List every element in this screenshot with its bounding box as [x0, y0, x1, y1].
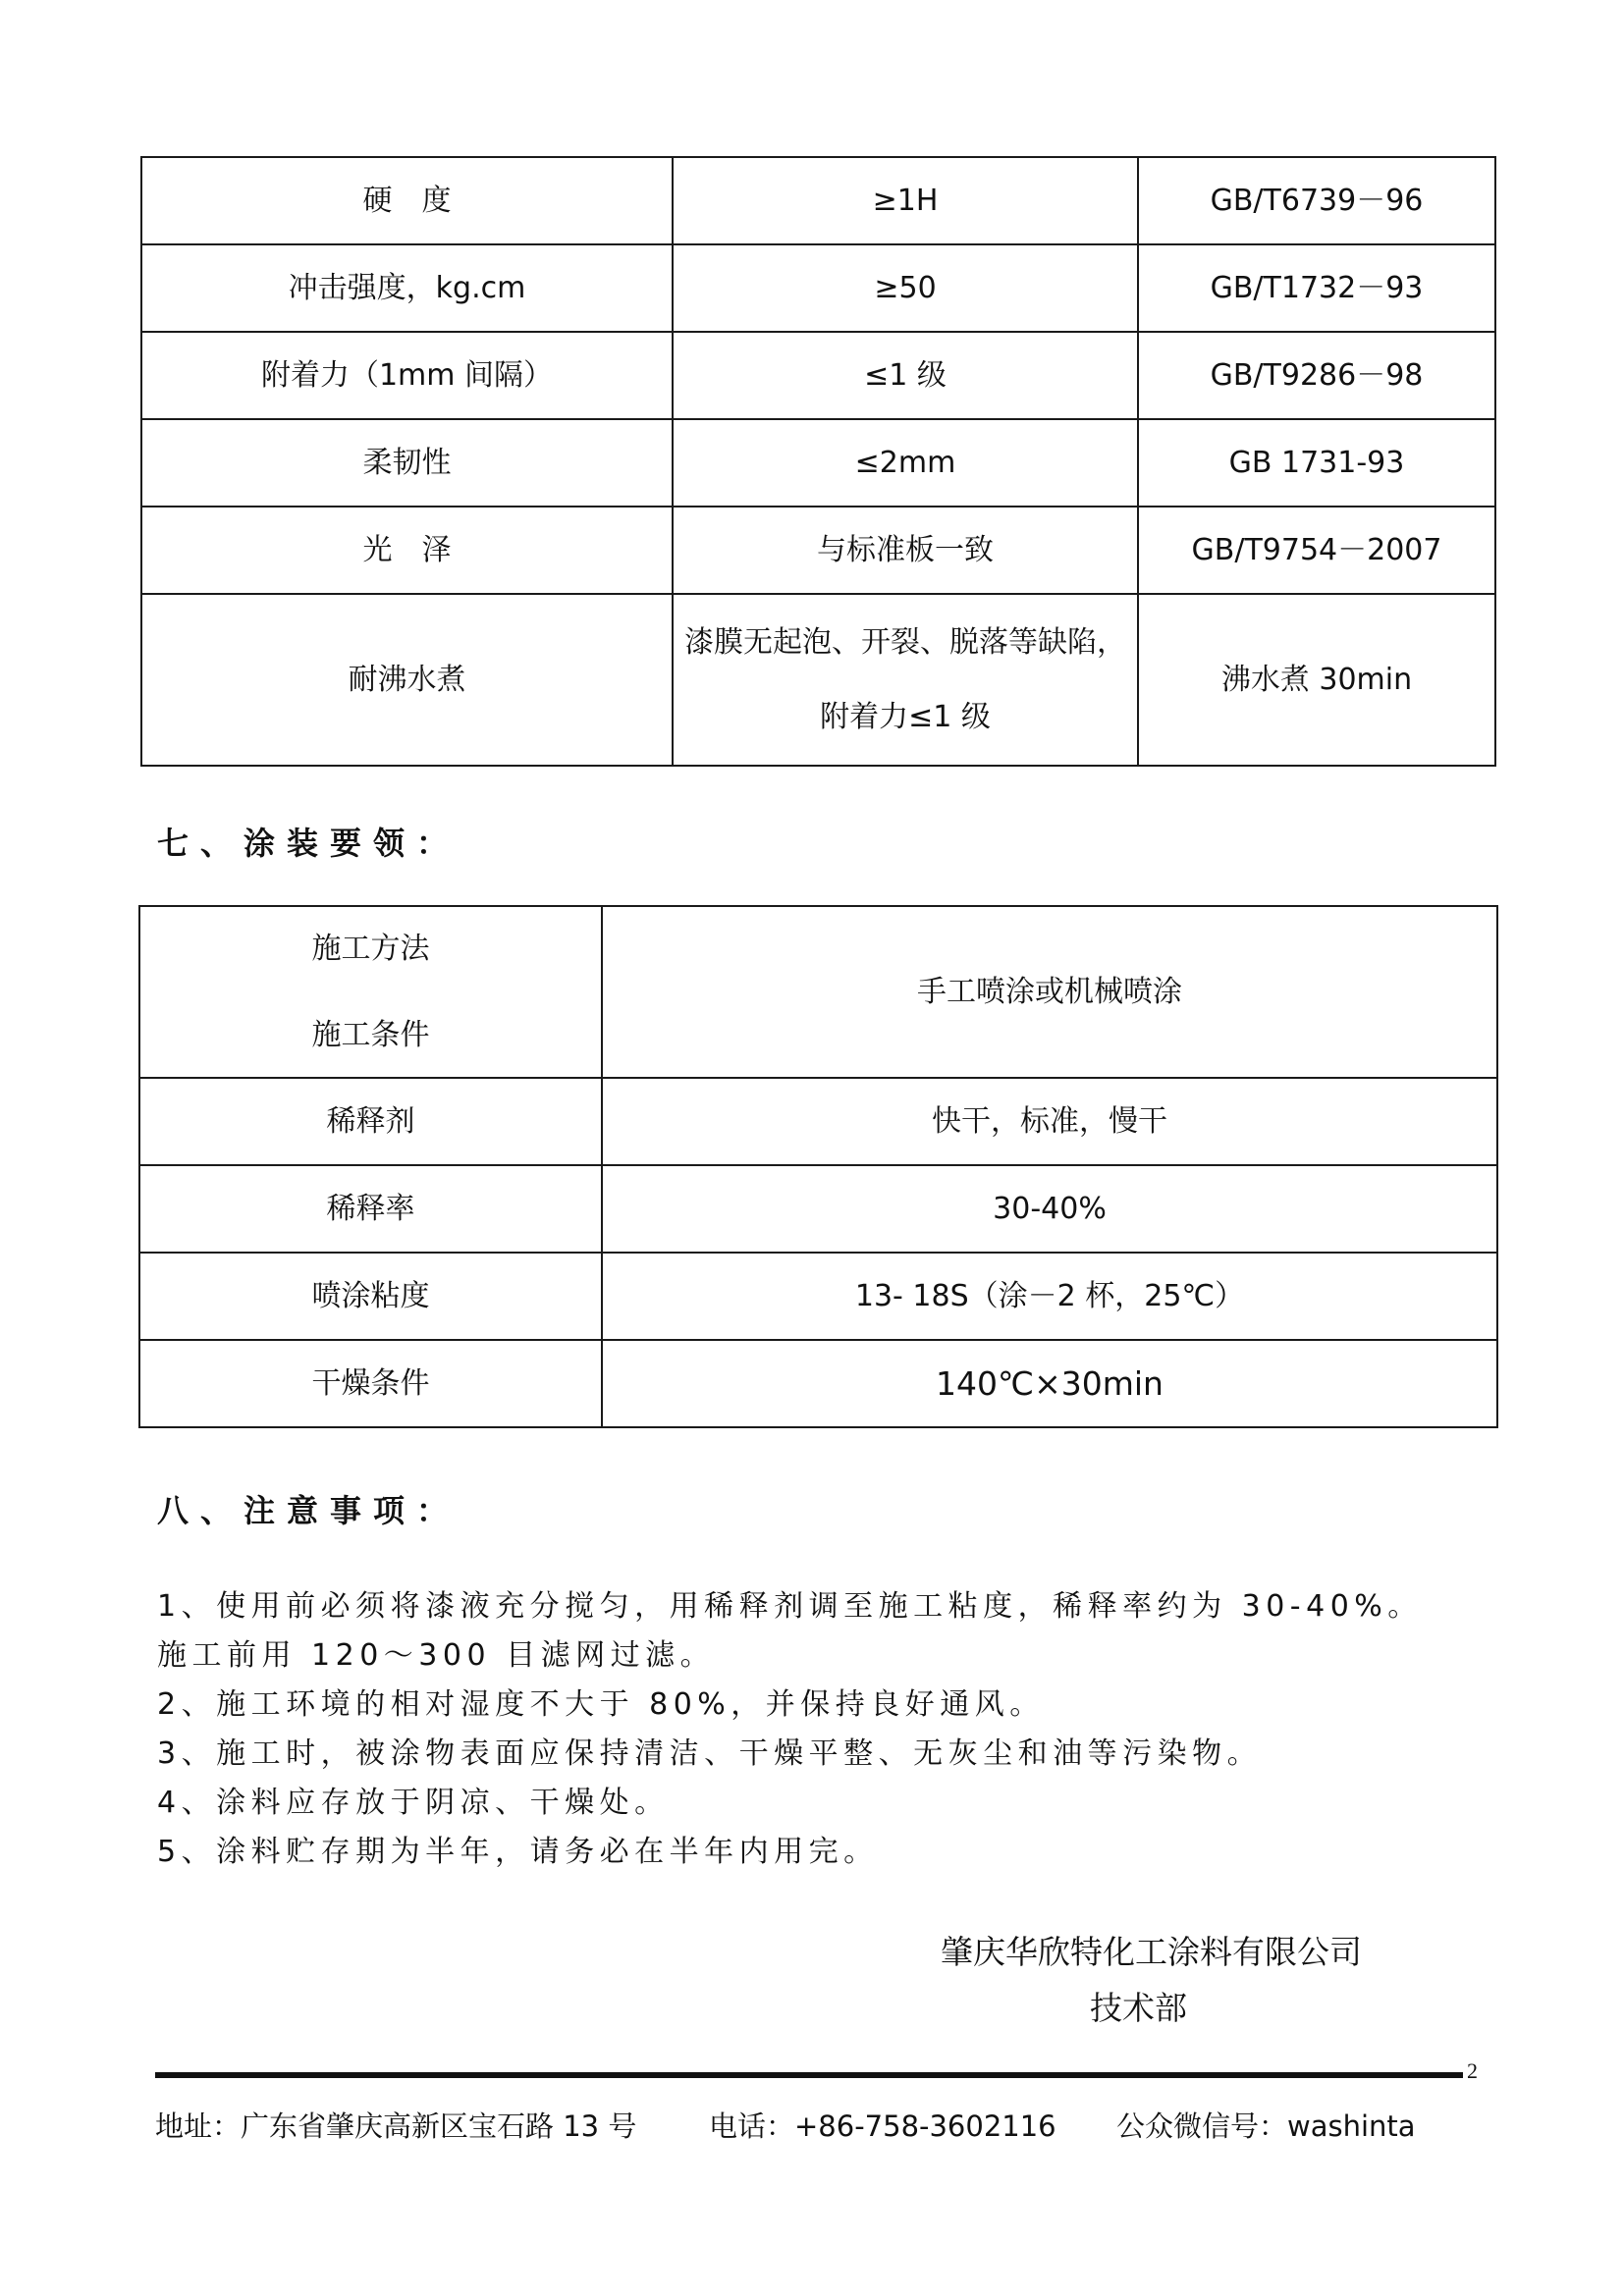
application-label: 稀释率 — [139, 1165, 602, 1253]
spec-standard: GB/T1732－93 — [1138, 244, 1495, 332]
spec-item: 冲击强度，kg.cm — [141, 244, 673, 332]
list-item: 1、使用前必须将漆液充分搅匀，用稀释剂调至施工粘度，稀释率约为 30-40%。 — [157, 1589, 1423, 1624]
spec-standard: 沸水煮 30min — [1138, 594, 1495, 766]
list-item: 2、施工环境的相对湿度不大于 80%，并保持良好通风。 — [157, 1687, 1045, 1722]
section-heading-application: 七、涂装要领： — [157, 825, 460, 862]
list-item: 3、施工时，被涂物表面应保持清洁、干燥平整、无灰尘和油等污染物。 — [157, 1736, 1263, 1771]
spec-value — [673, 594, 1138, 766]
table-row — [141, 244, 1495, 332]
department-name: 技术部 — [1090, 1989, 1187, 2027]
spec-standard: GB 1731-93 — [1138, 419, 1495, 507]
section-heading-notes: 八、注意事项： — [157, 1492, 460, 1529]
application-label: 喷涂粘度 — [139, 1253, 602, 1340]
footer-phone: 电话：+86-758-3602116 — [709, 2109, 1056, 2143]
table-row — [139, 906, 1497, 1078]
spec-value: ≥50 — [673, 244, 1138, 332]
table-row — [139, 1165, 1497, 1253]
page-number: 2 — [1467, 2058, 1478, 2083]
company-name: 肇庆华欣特化工涂料有限公司 — [941, 1933, 1362, 1971]
spec-item: 耐沸水煮 — [141, 594, 673, 766]
table-row — [141, 594, 1495, 766]
list-item: 施工前用 120～300 目滤网过滤。 — [157, 1638, 716, 1673]
application-table — [138, 905, 1498, 1428]
spec-item: 附着力（1mm 间隔） — [141, 332, 673, 419]
table-row — [141, 332, 1495, 419]
application-value: 30-40% — [602, 1165, 1497, 1253]
application-label-line: 施工条件 — [311, 1017, 430, 1052]
footer-address: 地址：广东省肇庆高新区宝石路 13 号 — [155, 2109, 637, 2143]
spec-item: 光 泽 — [141, 507, 673, 594]
table-row — [139, 1253, 1497, 1340]
spec-value: ≤2mm — [673, 419, 1138, 507]
spec-standard: GB/T9286－98 — [1138, 332, 1495, 419]
application-label — [139, 906, 602, 1078]
application-label: 干燥条件 — [139, 1340, 602, 1427]
footer-divider — [155, 2072, 1463, 2078]
spec-item: 硬 度 — [141, 157, 673, 244]
spec-item: 柔韧性 — [141, 419, 673, 507]
spec-value: ≥1H — [673, 157, 1138, 244]
performance-spec-table — [140, 156, 1496, 767]
table-row — [141, 157, 1495, 244]
application-value: 手工喷涂或机械喷涂 — [602, 906, 1497, 1078]
table-row — [141, 507, 1495, 594]
spec-standard: GB/T9754－2007 — [1138, 507, 1495, 594]
footer-wechat: 公众微信号：washinta — [1116, 2109, 1416, 2143]
list-item: 5、涂料贮存期为半年，请务必在半年内用完。 — [157, 1835, 879, 1869]
table-row — [139, 1078, 1497, 1165]
table-row — [139, 1340, 1497, 1427]
notes-list — [157, 1582, 1512, 1877]
spec-value: ≤1 级 — [673, 332, 1138, 419]
list-item: 4、涂料应存放于阴凉、干燥处。 — [157, 1786, 670, 1820]
spec-standard: GB/T6739－96 — [1138, 157, 1495, 244]
spec-value: 与标准板一致 — [673, 507, 1138, 594]
application-value: 快干，标准，慢干 — [602, 1078, 1497, 1165]
spec-value-line: 漆膜无起泡、开裂、脱落等缺陷， — [684, 624, 1126, 660]
table-row — [141, 419, 1495, 507]
spec-value-line: 附着力≤1 级 — [820, 699, 991, 734]
application-label-line: 施工方法 — [311, 931, 430, 966]
application-value: 140℃×30min — [602, 1340, 1497, 1427]
application-value: 13- 18S（涂－2 杯，25℃） — [602, 1253, 1497, 1340]
application-label: 稀释剂 — [139, 1078, 602, 1165]
